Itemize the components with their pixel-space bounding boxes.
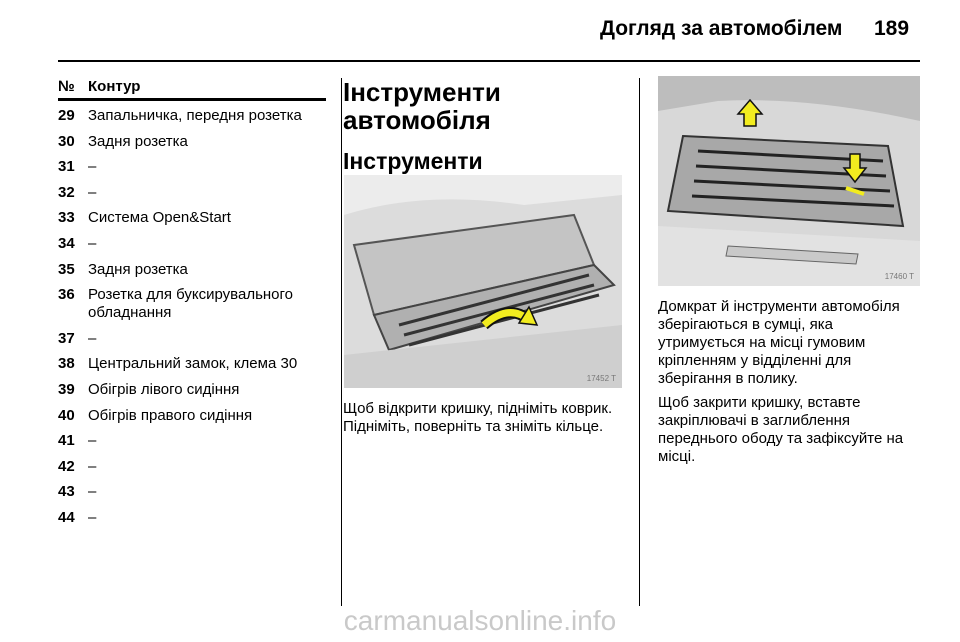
- table-header-rule: [58, 98, 326, 101]
- row-number: 41: [58, 432, 75, 450]
- table-row: [58, 381, 326, 399]
- watermark: carmanualsonline.info: [343, 605, 617, 636]
- table-row: [58, 407, 326, 425]
- row-circuit: Розетка для буксирувального обладнання: [88, 286, 294, 322]
- figure-tool-bag: [658, 76, 920, 286]
- table-row: [58, 235, 326, 253]
- page-number: 189: [874, 17, 910, 40]
- paragraph-tool-storage: Домкрат й інструменти автомобіля зберігаються в сумці, яка утримується на місці гумовим кріпленням у відділенні для зберігання в полику.: [658, 298, 900, 387]
- figure-floor-cover: [344, 175, 622, 388]
- paragraph-open-cover: Щоб відкрити кришку, підніміть коврик. Підніміть, поверніть та зніміть кільце.: [343, 400, 613, 435]
- column-divider-right: [639, 78, 640, 606]
- table-row: [58, 509, 326, 527]
- tool-bag-illustration: [658, 76, 920, 286]
- paragraph-close-cover: Щоб закрити кришку, вставте закріплювачі в заглиблення переднього ободу та зафіксуйте на місці.: [658, 394, 904, 465]
- row-number: 42: [58, 457, 75, 475]
- row-number: 40: [58, 406, 75, 424]
- row-circuit: –: [88, 483, 97, 501]
- row-number: 30: [58, 132, 75, 150]
- table-row: [58, 483, 326, 501]
- table-row: [58, 184, 326, 202]
- table-row: [58, 261, 326, 279]
- row-number: 44: [58, 508, 75, 526]
- row-number: 32: [58, 183, 75, 201]
- figure-1-number: 17452 T: [586, 374, 616, 383]
- header-rule: [58, 60, 920, 62]
- row-number: 38: [58, 355, 75, 373]
- floor-cover-illustration: [344, 175, 622, 388]
- fuse-table: [58, 78, 326, 535]
- row-circuit: Обігрів лівого сидіння: [88, 380, 240, 398]
- tools-text-2: [658, 298, 920, 466]
- row-circuit: –: [88, 183, 97, 201]
- row-number: 29: [58, 107, 75, 124]
- table-row: [58, 458, 326, 476]
- row-number: 34: [58, 234, 75, 252]
- row-circuit: –: [88, 508, 97, 526]
- table-header: [58, 78, 326, 98]
- table-row: [58, 209, 326, 227]
- row-circuit: –: [88, 234, 97, 252]
- page-title: Догляд за автомобілем: [600, 17, 843, 40]
- figure-2-number: 17460 T: [884, 272, 914, 281]
- column-header-number: №: [58, 78, 75, 95]
- row-circuit: Задня розетка: [88, 132, 188, 150]
- row-circuit: Система Open&Start: [88, 209, 231, 227]
- row-circuit: –: [88, 329, 97, 347]
- row-number: 37: [58, 329, 75, 347]
- column-header-circuit: Контур: [88, 78, 141, 95]
- column-divider-left: [341, 78, 342, 606]
- row-number: 33: [58, 209, 75, 227]
- table-row: [58, 158, 326, 176]
- row-circuit: –: [88, 457, 97, 475]
- table-row: [58, 286, 326, 322]
- row-circuit: Задня розетка: [88, 260, 188, 278]
- section-subheading: Інструменти: [343, 148, 483, 174]
- table-row: [58, 330, 326, 348]
- row-number: 35: [58, 260, 75, 278]
- table-row: [58, 432, 326, 450]
- row-number: 43: [58, 483, 75, 501]
- row-circuit: Обігрів правого сидіння: [88, 406, 253, 424]
- row-number: 31: [58, 158, 75, 176]
- table-row: [58, 355, 326, 373]
- tools-section: [343, 78, 628, 174]
- tools-text-1: [343, 400, 628, 436]
- row-circuit: Центральний замок, клема 30: [88, 355, 298, 373]
- row-number: 36: [58, 286, 75, 304]
- table-row: [58, 133, 326, 151]
- row-number: 39: [58, 380, 75, 398]
- row-circuit: –: [88, 432, 97, 450]
- section-heading: Інструменти автомобіля: [343, 77, 501, 135]
- row-circuit: –: [88, 158, 97, 176]
- table-body: [58, 107, 326, 527]
- table-row: [58, 107, 326, 125]
- row-circuit: Запальничка, передня розетка: [88, 107, 302, 124]
